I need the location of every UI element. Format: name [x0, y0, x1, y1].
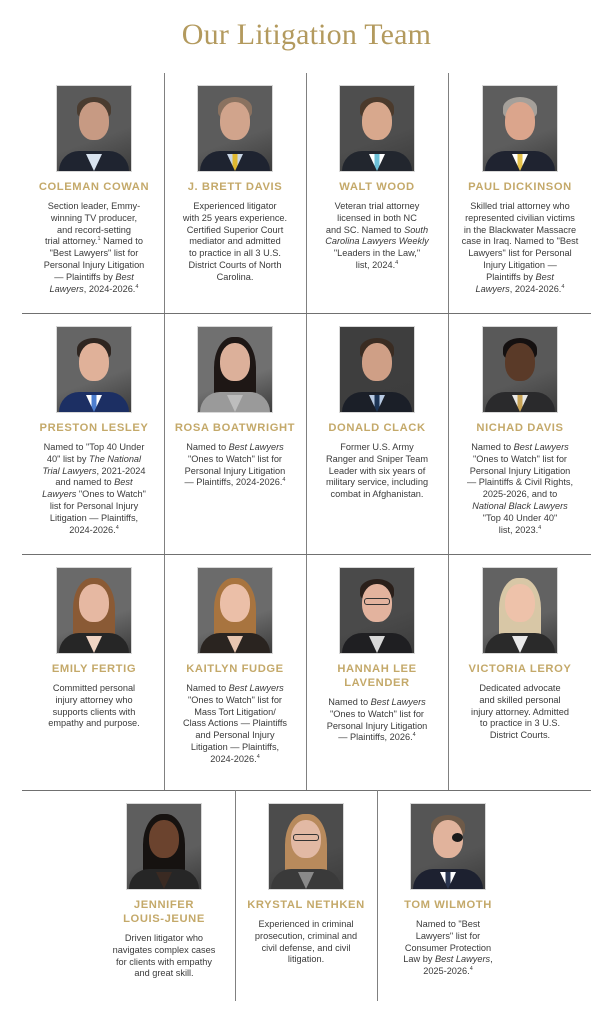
attorney-name [469, 662, 572, 676]
bio-text: Leader with six years of [328, 465, 426, 476]
bio-text: 40" list by [46, 453, 89, 464]
attorney-name-line: WALT WOOD [339, 181, 415, 193]
attorney-photo [56, 326, 132, 413]
bio-text: Personal Injury Litigation [184, 465, 286, 476]
footnote-marker: 4 [469, 966, 473, 973]
bio-text: South [404, 224, 429, 235]
attorney-name-line: TOM WILMOTH [404, 899, 492, 911]
team-member-card-coleman-cowan [19, 85, 169, 295]
bio-text: District Courts. [489, 730, 551, 741]
glasses-shape [364, 598, 390, 605]
bio-text: Injury Litigation — [483, 259, 557, 270]
bio-text: Personal Injury Litigation [469, 465, 571, 476]
bio-text: National Black Lawyers [472, 500, 568, 511]
attorney-photo [410, 803, 486, 890]
bio-text: , 2024-2026. [509, 283, 562, 294]
face-shape [79, 584, 109, 622]
attorney-photo [268, 803, 344, 890]
bio-text: , 2021-2024 [96, 465, 146, 476]
bio-text: District Courts of North [188, 259, 282, 270]
team-member-card-krystal-nethken [236, 803, 376, 966]
bio-text: , [490, 954, 493, 965]
footnote-marker: 4 [256, 753, 260, 760]
bio-text: civil defense, and civil [261, 942, 351, 953]
attorney-name [339, 180, 414, 194]
footnote-marker: 4 [282, 477, 286, 484]
attorney-name-line: HANNAH LEE [337, 663, 417, 675]
attorney-name [337, 662, 416, 690]
bio-text: injury attorney. Admitted [471, 706, 569, 717]
footnote-marker: 4 [412, 732, 416, 739]
bio-text: with 25 years experience. [182, 212, 288, 223]
attorney-name [188, 180, 283, 194]
bio-text: Consumer Protection [404, 942, 492, 953]
bio-text: Named to [471, 442, 514, 452]
attorney-photo [482, 326, 558, 413]
bio-text: list, 2023. [498, 524, 539, 535]
attorney-name [175, 421, 295, 435]
attorney-photo [56, 85, 132, 172]
bio-text: winning TV producer, [50, 212, 138, 223]
footnote-marker: 4 [115, 524, 119, 531]
team-member-card-hannah-lee-lavender [307, 567, 447, 744]
footnote-marker: 4 [395, 259, 399, 266]
face-shape [79, 102, 109, 140]
team-member-card-victoria-leroy [448, 567, 593, 742]
bio-text: Ranger and Sniper Team [326, 453, 428, 464]
face-shape [220, 102, 250, 140]
bio-text: Section leader, Emmy- [47, 201, 141, 211]
bio-text: Veteran trial attorney [334, 201, 420, 211]
bio-text: Plaintiffs by [486, 271, 536, 282]
bio-text: Carolina Lawyers Weekly [325, 236, 429, 247]
attorney-name [247, 898, 365, 912]
attorney-name [40, 421, 149, 435]
attorney-photo [339, 567, 415, 654]
attorney-name [123, 898, 205, 926]
bio-text: Class Actions — Plaintiffs [183, 718, 287, 729]
bio-text: Committed personal [52, 683, 136, 693]
bio-text: Best [115, 271, 134, 282]
team-member-card-emily-fertig [19, 567, 169, 730]
bio-text: Lawyers" list for [415, 930, 481, 941]
attorney-photo [339, 85, 415, 172]
bio-text: Driven litigator who [124, 933, 204, 943]
attorney-bio [255, 919, 357, 966]
bio-text: Best [114, 477, 133, 488]
attorney-bio [48, 683, 139, 730]
attorney-bio [42, 442, 146, 536]
bio-text: 2024-2026. [69, 524, 116, 535]
team-member-card-rosa-boatwright [165, 326, 305, 489]
bio-text: "Top 40 Under 40" [482, 512, 558, 523]
attorney-bio [183, 201, 287, 284]
attorney-name [328, 421, 425, 435]
bio-text: Named to [186, 442, 229, 452]
page-title: Our Litigation Team [181, 18, 432, 51]
bio-text: Litigation — Plaintiffs, [190, 741, 280, 752]
bio-text: Experienced litigator [193, 201, 277, 211]
bio-text: Lawyers" list for Personal [468, 248, 572, 259]
bio-text: Law by [403, 954, 435, 965]
bio-text: Skilled trial attorney who [470, 201, 570, 211]
bio-text: case in Iraq. Named to "Best [461, 236, 579, 247]
bio-text: 2024-2026. [210, 753, 257, 764]
attorney-photo [126, 803, 202, 890]
face-shape [505, 102, 535, 140]
attorney-name-line: KRYSTAL NETHKEN [247, 899, 365, 911]
bio-text: combat in Afghanistan. [330, 489, 424, 500]
attorney-name [52, 662, 136, 676]
attorney-name-line: PRESTON LESLEY [39, 422, 149, 434]
bio-text: Best Lawyers [228, 442, 284, 452]
bio-text: "Ones to Watch" list for [472, 453, 567, 464]
bio-text: to practice in all 3 U.S. [189, 248, 281, 259]
attorney-bio [471, 683, 569, 742]
bio-text: Named to [186, 683, 229, 693]
attorney-bio [403, 919, 492, 978]
bio-text: The National [88, 453, 142, 464]
attorney-photo [197, 326, 273, 413]
bio-text: Best Lawyers [434, 954, 491, 965]
divider-horizontal [22, 790, 591, 791]
face-shape [149, 820, 179, 858]
bio-text: Mass Tort Litigation/ [194, 706, 276, 717]
bio-text: and skilled personal [479, 694, 561, 705]
bio-text: Best Lawyers [513, 442, 569, 452]
face-shape [505, 584, 535, 622]
attorney-name [476, 421, 563, 435]
attorney-photo [197, 85, 273, 172]
bio-text: — Plaintiffs & Civil Rights, [466, 477, 574, 488]
bio-text: navigates complex cases [112, 944, 216, 955]
attorney-bio [183, 683, 287, 766]
bio-text: Lawyers [475, 283, 510, 294]
bio-text: Litigation — Plaintiffs, [49, 512, 139, 523]
bio-text: Experienced in criminal [258, 919, 354, 929]
footnote-marker: 4 [135, 283, 139, 290]
bio-text: 2025-2026, and to [482, 489, 558, 500]
team-member-card-preston-lesley [19, 326, 169, 536]
bio-text: Trial Lawyers [42, 465, 97, 476]
bio-text: Named to [328, 697, 371, 707]
bio-text: Named to "Best [415, 919, 480, 929]
bio-text: and great skill. [134, 968, 194, 979]
bio-text: supports clients with [52, 706, 136, 717]
attorney-name [186, 662, 284, 676]
attorney-bio [325, 201, 429, 272]
attorney-name-line: KAITLYN FUDGE [186, 663, 284, 675]
attorney-name [468, 180, 572, 194]
team-member-card-nichad-davis [448, 326, 593, 536]
bio-text: represented civilian victims [465, 212, 575, 223]
attorney-bio [462, 201, 579, 295]
bio-text: list for Personal Injury [49, 500, 139, 511]
face-shape [220, 343, 250, 381]
attorney-name-line: COLEMAN COWAN [38, 181, 150, 193]
bio-text: prosecution, criminal and [254, 930, 358, 941]
bio-text: Former U.S. Army [340, 442, 414, 452]
face-shape [220, 584, 250, 622]
team-member-card-walt-wood [307, 85, 447, 272]
footnote-marker: 1 [97, 236, 101, 243]
bio-text: and SC. Named to [325, 224, 405, 235]
attorney-photo [56, 567, 132, 654]
footnote-marker: 4 [561, 283, 565, 290]
bio-text: and Personal Injury [195, 730, 275, 741]
attorney-bio [467, 442, 573, 536]
face-shape [362, 343, 392, 381]
bio-text: "Best Lawyers" list for [49, 248, 139, 259]
divider-horizontal [22, 554, 591, 555]
attorney-name-line: LAVENDER [344, 677, 410, 689]
attorney-name [404, 898, 492, 912]
bio-text: litigation. [287, 954, 325, 965]
bio-text: Lawyers [42, 489, 77, 500]
team-member-card-kaitlyn-fudge [165, 567, 305, 766]
bio-text: "Ones to Watch" list for [187, 694, 282, 705]
bio-text: list, 2024. [355, 259, 396, 270]
attorney-name-line: JENNIFER [133, 899, 195, 911]
bio-text: "Leaders in the Law," [333, 248, 421, 259]
team-member-card-donald-clack [307, 326, 447, 501]
eye-patch-shape [452, 833, 463, 842]
bio-text: Best Lawyers [228, 683, 284, 693]
bio-text: Named to [100, 236, 143, 247]
face-shape [79, 343, 109, 381]
bio-text: for clients with empathy [116, 956, 212, 967]
attorney-name-line: VICTORIA LEROY [468, 663, 572, 675]
attorney-photo [339, 326, 415, 413]
attorney-photo [482, 85, 558, 172]
attorney-name-line: EMILY FERTIG [51, 663, 137, 675]
face-shape [505, 343, 535, 381]
attorney-name-line: ROSA BOATWRIGHT [174, 422, 296, 434]
glasses-shape [293, 834, 319, 841]
bio-text: Dedicated advocate [479, 683, 561, 693]
bio-text: — Plaintiffs, 2024-2026. [184, 477, 283, 488]
divider-horizontal [22, 313, 591, 314]
team-member-card-tom-wilmoth [378, 803, 518, 978]
bio-text: Best Lawyers [370, 697, 426, 707]
bio-text: "Ones to Watch" list for [187, 453, 282, 464]
attorney-name [39, 180, 149, 194]
bio-text: "Ones to Watch" list for [329, 708, 424, 719]
bio-text: Lawyers [49, 283, 84, 294]
footnote-marker: 4 [538, 524, 542, 531]
bio-text: , 2024-2026. [83, 283, 136, 294]
team-member-card-jennifer-louis-jeune [94, 803, 234, 980]
bio-text: licensed in both NC [337, 212, 417, 223]
bio-text: in the Blackwater Massacre [463, 224, 577, 235]
attorney-bio [185, 442, 286, 489]
attorney-bio [326, 442, 428, 501]
bio-text: Personal Injury Litigation [43, 259, 145, 270]
attorney-photo [482, 567, 558, 654]
attorney-name-line: J. BRETT DAVIS [187, 181, 283, 193]
bio-text: Named to "Top 40 Under [43, 442, 145, 452]
bio-text: — Plaintiffs, 2026. [338, 732, 413, 743]
bio-text: and named to [55, 477, 115, 488]
bio-text: Personal Injury Litigation [326, 720, 428, 731]
bio-text: Carolina. [216, 271, 254, 282]
attorney-photo [197, 567, 273, 654]
bio-text: — Plaintiffs by [54, 271, 116, 282]
bio-text: to practice in 3 U.S. [479, 718, 561, 729]
bio-text: mediator and admitted [189, 236, 281, 247]
bio-text: and record-setting [56, 224, 132, 235]
team-member-card-paul-dickinson [448, 85, 593, 295]
face-shape [362, 102, 392, 140]
attorney-bio [113, 933, 216, 980]
bio-text: injury attorney who [55, 694, 133, 705]
attorney-bio [327, 697, 428, 744]
team-member-card-j-brett-davis [165, 85, 305, 284]
bio-text: military service, including [325, 477, 429, 488]
attorney-name-line: DONALD CLACK [328, 422, 426, 434]
bio-text: empathy and purpose. [48, 718, 140, 729]
bio-text: Certified Superior Court [186, 224, 284, 235]
bio-text: "Ones to Watch" [76, 489, 146, 500]
bio-text: 2025-2026. [423, 966, 470, 977]
bio-text: Best [535, 271, 554, 282]
bio-text: trial attorney. [45, 236, 98, 247]
attorney-name-line: NICHAD DAVIS [476, 422, 564, 434]
attorney-name-line: PAUL DICKINSON [468, 181, 572, 193]
attorney-name-line: LOUIS-JEUNE [123, 913, 205, 925]
attorney-bio [44, 201, 145, 295]
